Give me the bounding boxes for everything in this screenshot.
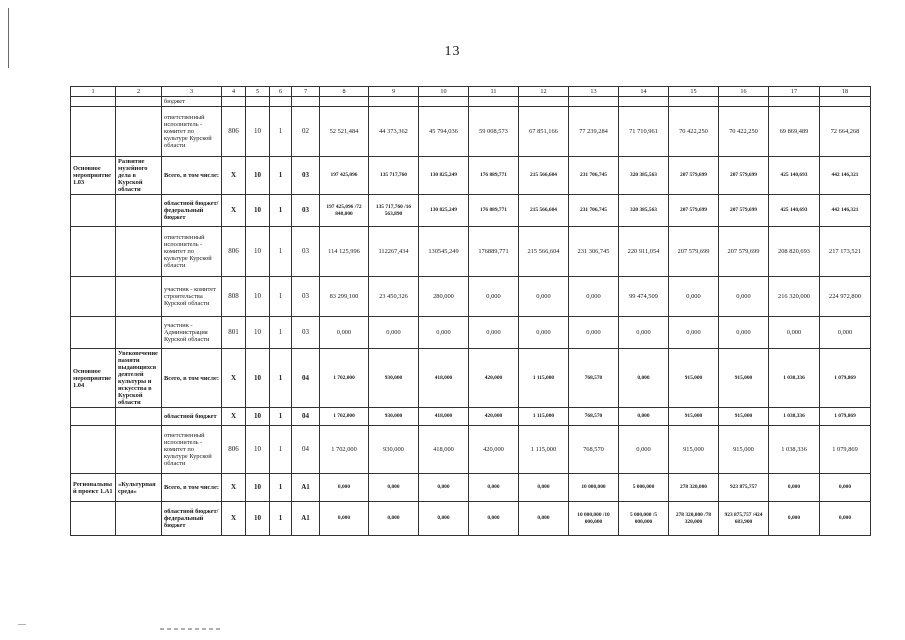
value-cell: 420,000 xyxy=(469,349,519,408)
value-cell: 930,000 xyxy=(369,349,419,408)
column-number: 13 xyxy=(569,87,619,97)
code-cell: 04 xyxy=(292,426,320,474)
column-number: 18 xyxy=(820,87,871,97)
value-cell: 72 664,268 xyxy=(820,107,871,157)
value-cell: 915,000 xyxy=(669,408,719,426)
value-cell: 0,000 xyxy=(719,277,769,317)
program-name-cell: Развитие музейного дела в Курской области xyxy=(116,157,162,195)
code-cell: 10 xyxy=(246,426,270,474)
value-cell: 418,000 xyxy=(419,408,469,426)
code-cell: 02 xyxy=(292,107,320,157)
value-cell xyxy=(320,97,369,107)
value-cell: 1 115,000 xyxy=(519,408,569,426)
value-cell: 0,000 xyxy=(369,317,419,349)
code-cell: 1 xyxy=(270,107,292,157)
value-cell: 418,000 xyxy=(419,426,469,474)
value-cell: 768,570 xyxy=(569,408,619,426)
value-cell: 0,000 xyxy=(320,502,369,536)
value-cell: 130 825,249 xyxy=(419,157,469,195)
value-cell: 0,000 xyxy=(769,502,820,536)
table-row xyxy=(71,349,871,408)
program-name-cell xyxy=(116,426,162,474)
value-cell: 217 173,521 xyxy=(820,227,871,277)
value-cell: 915,000 xyxy=(719,408,769,426)
value-cell: 5 000,000 /5 000,000 xyxy=(619,502,669,536)
value-cell: 224 972,800 xyxy=(820,277,871,317)
value-cell: 0,000 xyxy=(369,474,419,502)
value-cell: 77 239,284 xyxy=(569,107,619,157)
column-number: 1 xyxy=(71,87,116,97)
value-cell: 0,000 xyxy=(519,474,569,502)
code-cell: 801 xyxy=(222,317,246,349)
column-number: 16 xyxy=(719,87,769,97)
value-cell: 0,000 xyxy=(619,426,669,474)
code-cell: 10 xyxy=(246,227,270,277)
code-cell: 03 xyxy=(292,157,320,195)
value-cell: 67 851,166 xyxy=(519,107,569,157)
column-number: 11 xyxy=(469,87,519,97)
value-cell: 320 385,563 xyxy=(619,157,669,195)
program-element-cell xyxy=(71,502,116,536)
column-number: 10 xyxy=(419,87,469,97)
program-element-cell xyxy=(71,195,116,227)
program-name-cell: «Культурная среда» xyxy=(116,474,162,502)
budget-table xyxy=(70,86,871,536)
column-number: 6 xyxy=(270,87,292,97)
value-cell: 99 474,509 xyxy=(619,277,669,317)
code-cell: 10 xyxy=(246,195,270,227)
value-cell: 280,000 xyxy=(419,277,469,317)
value-cell: 0,000 xyxy=(419,474,469,502)
value-cell: 5 000,000 xyxy=(619,474,669,502)
value-cell: 278 320,000 /78 320,000 xyxy=(669,502,719,536)
value-cell: 1 079,869 xyxy=(820,426,871,474)
value-cell xyxy=(469,97,519,107)
code-cell: 1 xyxy=(270,277,292,317)
value-cell: 915,000 xyxy=(719,349,769,408)
code-cell: 806 xyxy=(222,227,246,277)
value-cell: 59 008,573 xyxy=(469,107,519,157)
program-name-cell xyxy=(116,107,162,157)
source-cell: ответственный исполнитель - комитет по культуре Курской области xyxy=(162,107,222,157)
value-cell: 0,000 xyxy=(719,317,769,349)
value-cell xyxy=(719,97,769,107)
value-cell: 130545,249 xyxy=(419,227,469,277)
value-cell: 208 820,693 xyxy=(769,227,820,277)
value-cell: 207 579,699 xyxy=(669,157,719,195)
code-cell: 10 xyxy=(246,107,270,157)
table-row xyxy=(71,227,871,277)
code-cell: 10 xyxy=(246,408,270,426)
code-cell: 1 xyxy=(270,474,292,502)
value-cell xyxy=(369,97,419,107)
table-row xyxy=(71,277,871,317)
code-cell xyxy=(222,97,246,107)
code-cell: 1 xyxy=(270,317,292,349)
value-cell: 71 710,961 xyxy=(619,107,669,157)
scan-smudge xyxy=(160,628,220,630)
source-cell: Всего, в том числе: xyxy=(162,474,222,502)
source-cell: участник - комитет строительства Курской области xyxy=(162,277,222,317)
column-number: 2 xyxy=(116,87,162,97)
source-cell: участник - Администрация Курской области xyxy=(162,317,222,349)
column-number: 14 xyxy=(619,87,669,97)
code-cell: А1 xyxy=(292,474,320,502)
value-cell: 0,000 xyxy=(519,277,569,317)
value-cell: 176 889,771 xyxy=(469,195,519,227)
program-name-cell xyxy=(116,277,162,317)
code-cell: А1 xyxy=(292,502,320,536)
value-cell: 0,000 xyxy=(619,317,669,349)
value-cell: 1 115,000 xyxy=(519,349,569,408)
code-cell: 10 xyxy=(246,349,270,408)
source-cell: Всего, в том числе: xyxy=(162,157,222,195)
value-cell: 1 038,336 xyxy=(769,349,820,408)
value-cell: 930,000 xyxy=(369,426,419,474)
value-cell: 114 125,996 xyxy=(320,227,369,277)
value-cell: 420,000 xyxy=(469,408,519,426)
value-cell: 207 579,699 xyxy=(719,157,769,195)
program-name-cell xyxy=(116,195,162,227)
column-number-row xyxy=(71,87,871,97)
code-cell: Х xyxy=(222,157,246,195)
code-cell: 10 xyxy=(246,502,270,536)
value-cell: 207 579,699 xyxy=(719,195,769,227)
code-cell: 806 xyxy=(222,426,246,474)
code-cell: 1 xyxy=(270,349,292,408)
program-name-cell xyxy=(116,408,162,426)
code-cell: Х xyxy=(222,408,246,426)
value-cell: 69 869,489 xyxy=(769,107,820,157)
column-number: 3 xyxy=(162,87,222,97)
value-cell: 278 320,000 xyxy=(669,474,719,502)
program-element-cell xyxy=(71,277,116,317)
table-row xyxy=(71,474,871,502)
value-cell: 0,000 xyxy=(569,317,619,349)
program-name-cell xyxy=(116,227,162,277)
program-element-cell xyxy=(71,317,116,349)
value-cell: 1 038,336 xyxy=(769,408,820,426)
column-number: 17 xyxy=(769,87,820,97)
column-number: 12 xyxy=(519,87,569,97)
value-cell: 45 794,036 xyxy=(419,107,469,157)
code-cell: Х xyxy=(222,349,246,408)
table-row xyxy=(71,97,871,107)
value-cell xyxy=(419,97,469,107)
value-cell xyxy=(619,97,669,107)
value-cell: 768,570 xyxy=(569,426,619,474)
code-cell: Х xyxy=(222,474,246,502)
value-cell: 216 320,000 xyxy=(769,277,820,317)
value-cell: 768,570 xyxy=(569,349,619,408)
value-cell: 0,000 xyxy=(619,349,669,408)
value-cell: 215 566,604 xyxy=(519,195,569,227)
value-cell: 231 306,745 xyxy=(569,227,619,277)
program-element-cell xyxy=(71,408,116,426)
value-cell: 70 422,250 xyxy=(719,107,769,157)
program-name-cell xyxy=(116,502,162,536)
code-cell: 10 xyxy=(246,474,270,502)
code-cell: 1 xyxy=(270,408,292,426)
value-cell: 52 521,484 xyxy=(320,107,369,157)
value-cell: 176 889,771 xyxy=(469,157,519,195)
column-number: 4 xyxy=(222,87,246,97)
value-cell: 0,000 xyxy=(469,474,519,502)
source-cell: ответственный исполнитель - комитет по культуре Курской области xyxy=(162,426,222,474)
code-cell: 808 xyxy=(222,277,246,317)
table-row xyxy=(71,107,871,157)
value-cell: 197 425,096 /72 840,000 xyxy=(320,195,369,227)
table-row xyxy=(71,502,871,536)
value-cell: 420,000 xyxy=(469,426,519,474)
column-number: 9 xyxy=(369,87,419,97)
value-cell: 215 566,604 xyxy=(519,227,569,277)
code-cell: 1 xyxy=(270,502,292,536)
value-cell: 915,000 xyxy=(719,426,769,474)
table-row xyxy=(71,317,871,349)
value-cell xyxy=(519,97,569,107)
scan-mark xyxy=(18,624,26,625)
value-cell: 0,000 xyxy=(519,317,569,349)
value-cell: 915,000 xyxy=(669,349,719,408)
value-cell: 930,000 xyxy=(369,408,419,426)
value-cell: 425 140,693 xyxy=(769,157,820,195)
code-cell xyxy=(292,97,320,107)
source-cell: ответственный исполнитель - комитет по культуре Курской области xyxy=(162,227,222,277)
value-cell: 1 115,000 xyxy=(519,426,569,474)
value-cell: 0,000 xyxy=(820,502,871,536)
code-cell: 806 xyxy=(222,107,246,157)
code-cell: Х xyxy=(222,195,246,227)
value-cell: 207 579,699 xyxy=(719,227,769,277)
value-cell: 231 706,745 xyxy=(569,195,619,227)
value-cell: 923 875,757 xyxy=(719,474,769,502)
value-cell: 0,000 xyxy=(669,317,719,349)
value-cell: 135 717,760 /16 563,890 xyxy=(369,195,419,227)
value-cell: 0,000 xyxy=(320,474,369,502)
source-cell: областной бюджет/ федеральный бюджет xyxy=(162,502,222,536)
value-cell xyxy=(669,97,719,107)
program-element-cell xyxy=(71,227,116,277)
value-cell: 923 875,757 /424 683,900 xyxy=(719,502,769,536)
value-cell: 1 038,336 xyxy=(769,426,820,474)
code-cell xyxy=(270,97,292,107)
value-cell: 130 825,249 xyxy=(419,195,469,227)
program-element-cell: Региональный проект 1.А1 xyxy=(71,474,116,502)
code-cell: 10 xyxy=(246,317,270,349)
table-row xyxy=(71,195,871,227)
value-cell: 0,000 xyxy=(820,474,871,502)
value-cell: 1 702,000 xyxy=(320,349,369,408)
code-cell: 03 xyxy=(292,227,320,277)
code-cell: 1 xyxy=(270,157,292,195)
page-number: 13 xyxy=(444,44,461,59)
value-cell: 0,000 xyxy=(820,317,871,349)
value-cell: 83 299,100 xyxy=(320,277,369,317)
value-cell: 320 385,563 xyxy=(619,195,669,227)
column-number: 15 xyxy=(669,87,719,97)
program-element-cell xyxy=(71,426,116,474)
code-cell: Х xyxy=(222,502,246,536)
code-cell: 04 xyxy=(292,408,320,426)
code-cell: 10 xyxy=(246,157,270,195)
value-cell: 70 422,250 xyxy=(669,107,719,157)
value-cell: 0,000 xyxy=(419,317,469,349)
value-cell: 1 079,869 xyxy=(820,408,871,426)
source-cell: областной бюджет xyxy=(162,408,222,426)
value-cell: 231 706,745 xyxy=(569,157,619,195)
table-row xyxy=(71,426,871,474)
value-cell xyxy=(569,97,619,107)
value-cell xyxy=(769,97,820,107)
value-cell: 442 146,321 xyxy=(820,157,871,195)
value-cell: 23 450,326 xyxy=(369,277,419,317)
table-row xyxy=(71,157,871,195)
value-cell: 0,000 xyxy=(669,277,719,317)
value-cell: 915,000 xyxy=(669,426,719,474)
table-row xyxy=(71,408,871,426)
value-cell: 418,000 xyxy=(419,349,469,408)
value-cell: 0,000 xyxy=(619,408,669,426)
value-cell: 207 579,699 xyxy=(669,195,719,227)
program-name-cell xyxy=(116,97,162,107)
value-cell: 220 911,054 xyxy=(619,227,669,277)
value-cell: 215 566,604 xyxy=(519,157,569,195)
value-cell: 1 079,869 xyxy=(820,349,871,408)
value-cell: 112267,434 xyxy=(369,227,419,277)
value-cell: 0,000 xyxy=(369,502,419,536)
value-cell: 207 579,699 xyxy=(669,227,719,277)
value-cell: 10 000,000 xyxy=(569,474,619,502)
value-cell: 0,000 xyxy=(769,317,820,349)
code-cell: 1 xyxy=(270,426,292,474)
program-element-cell xyxy=(71,97,116,107)
value-cell: 0,000 xyxy=(519,502,569,536)
value-cell: 197 425,096 xyxy=(320,157,369,195)
value-cell: 0,000 xyxy=(469,277,519,317)
value-cell xyxy=(820,97,871,107)
code-cell: 10 xyxy=(246,277,270,317)
program-name-cell xyxy=(116,317,162,349)
column-number: 7 xyxy=(292,87,320,97)
value-cell: 425 140,693 xyxy=(769,195,820,227)
column-number: 5 xyxy=(246,87,270,97)
column-number: 8 xyxy=(320,87,369,97)
source-cell: Всего, в том числе: xyxy=(162,349,222,408)
value-cell: 0,000 xyxy=(569,277,619,317)
value-cell: 0,000 xyxy=(469,317,519,349)
source-cell: бюджет xyxy=(162,97,222,107)
code-cell: 1 xyxy=(270,195,292,227)
value-cell: 44 373,362 xyxy=(369,107,419,157)
value-cell: 0,000 xyxy=(320,317,369,349)
value-cell: 0,000 xyxy=(419,502,469,536)
program-element-cell xyxy=(71,107,116,157)
value-cell: 1 702,000 xyxy=(320,408,369,426)
value-cell: 442 146,321 xyxy=(820,195,871,227)
value-cell: 176889,771 xyxy=(469,227,519,277)
value-cell: 0,000 xyxy=(469,502,519,536)
code-cell: 03 xyxy=(292,317,320,349)
value-cell: 10 000,000 /10 000,000 xyxy=(569,502,619,536)
value-cell: 0,000 xyxy=(769,474,820,502)
program-name-cell: Увековечение памяти выдающихся деятелей культуры и искусства в Курской области xyxy=(116,349,162,408)
code-cell: 04 xyxy=(292,349,320,408)
value-cell: 1 702,000 xyxy=(320,426,369,474)
code-cell: 03 xyxy=(292,195,320,227)
code-cell: 1 xyxy=(270,227,292,277)
value-cell: 135 717,760 xyxy=(369,157,419,195)
program-element-cell: Основное мероприятие 1.03 xyxy=(71,157,116,195)
program-element-cell: Основное мероприятие 1.04 xyxy=(71,349,116,408)
code-cell xyxy=(246,97,270,107)
source-cell: областной бюджет/ федеральный бюджет xyxy=(162,195,222,227)
code-cell: 03 xyxy=(292,277,320,317)
